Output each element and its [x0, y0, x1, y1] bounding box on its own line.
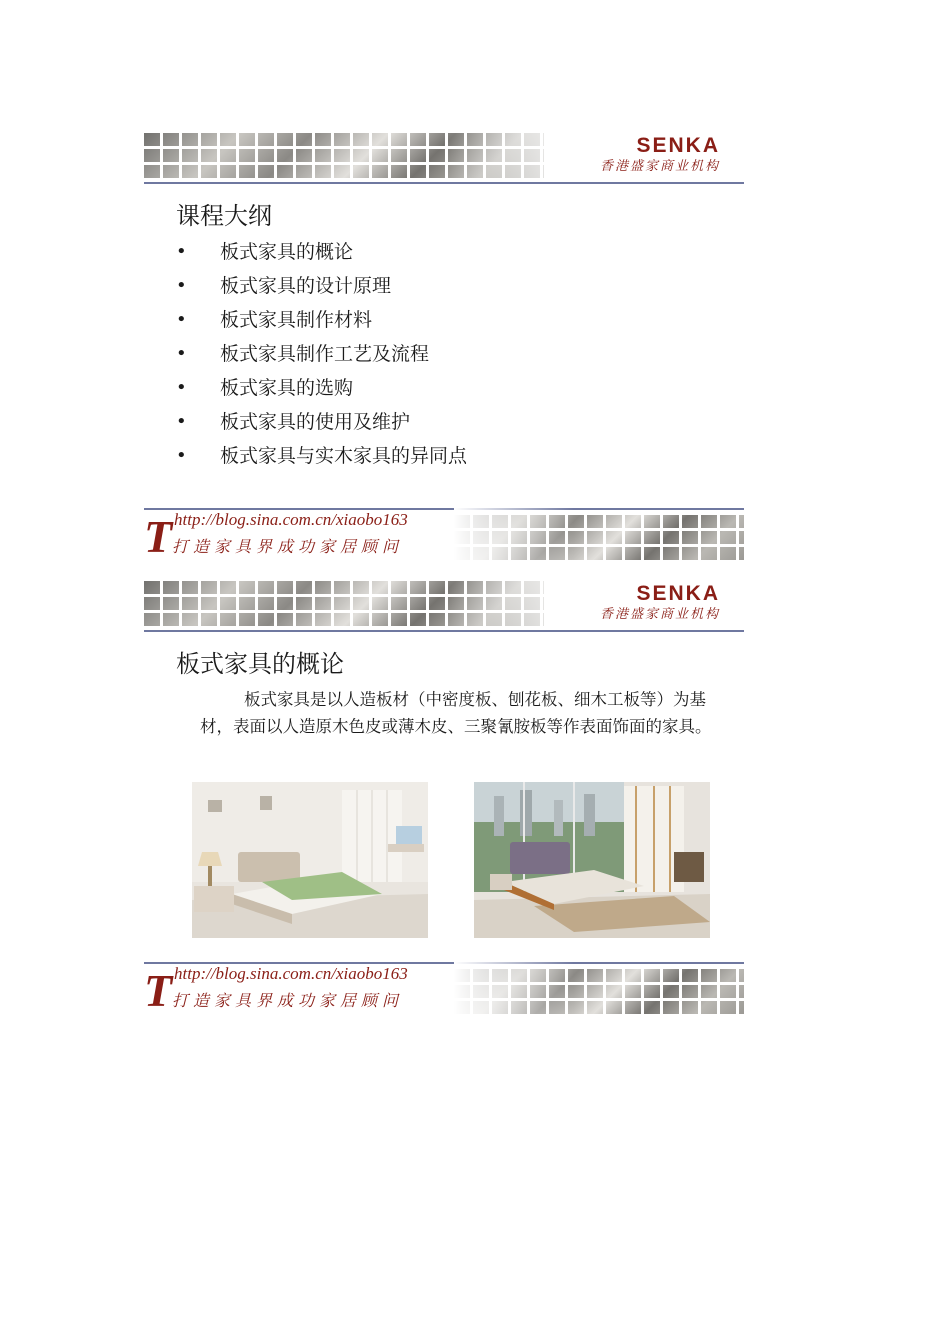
brand-name: SENKA — [636, 582, 720, 605]
bedroom-photo-city-view — [474, 782, 710, 938]
brand-subtitle: 香港盛家商业机构 — [599, 607, 720, 622]
list-item: • 板式家具制作工艺及流程 — [176, 340, 467, 374]
blog-url: http://blog.sina.com.cn/xiaobo163 — [174, 964, 408, 983]
brand-logo — [600, 582, 720, 624]
t-logo: T — [144, 965, 173, 1016]
list-item: • 板式家具的概论 — [176, 238, 467, 272]
footer-slogan: 打造家具界成功家居顾问 — [172, 537, 404, 556]
list-item: • 板式家具的选购 — [176, 374, 467, 408]
brand-subtitle: 香港盛家商业机构 — [599, 159, 720, 174]
brand-name: SENKA — [636, 134, 720, 157]
footer-banner — [144, 508, 744, 566]
header-rule — [144, 630, 744, 632]
slide-title: 板式家具的概论 — [176, 650, 344, 678]
slide-title: 课程大纲 — [176, 202, 272, 230]
brand-logo — [600, 134, 720, 176]
list-item: • 板式家具制作材料 — [176, 306, 467, 340]
slide-overview — [144, 574, 744, 1020]
footer-slogan: 打造家具界成功家居顾问 — [172, 991, 404, 1010]
header-banner — [144, 126, 744, 184]
blog-url: http://blog.sina.com.cn/xiaobo163 — [174, 510, 408, 529]
list-item: • 板式家具与实木家具的异同点 — [176, 442, 467, 476]
list-item: • 板式家具的使用及维护 — [176, 408, 467, 442]
list-item: • 板式家具的设计原理 — [176, 272, 467, 306]
slide-course-outline — [144, 126, 744, 566]
bedroom-photo-light — [192, 782, 428, 938]
definition-paragraph: 板式家具是以人造板材（中密度板、刨花板、细木工板等）为基材，表面以人造原木色皮或薄木皮、三聚氰胺板等作表面饰面的家具。 — [200, 690, 712, 736]
header-banner — [144, 574, 744, 632]
header-rule — [144, 182, 744, 184]
t-logo: T — [144, 511, 173, 562]
footer-banner — [144, 962, 744, 1020]
outline-list — [176, 238, 467, 476]
